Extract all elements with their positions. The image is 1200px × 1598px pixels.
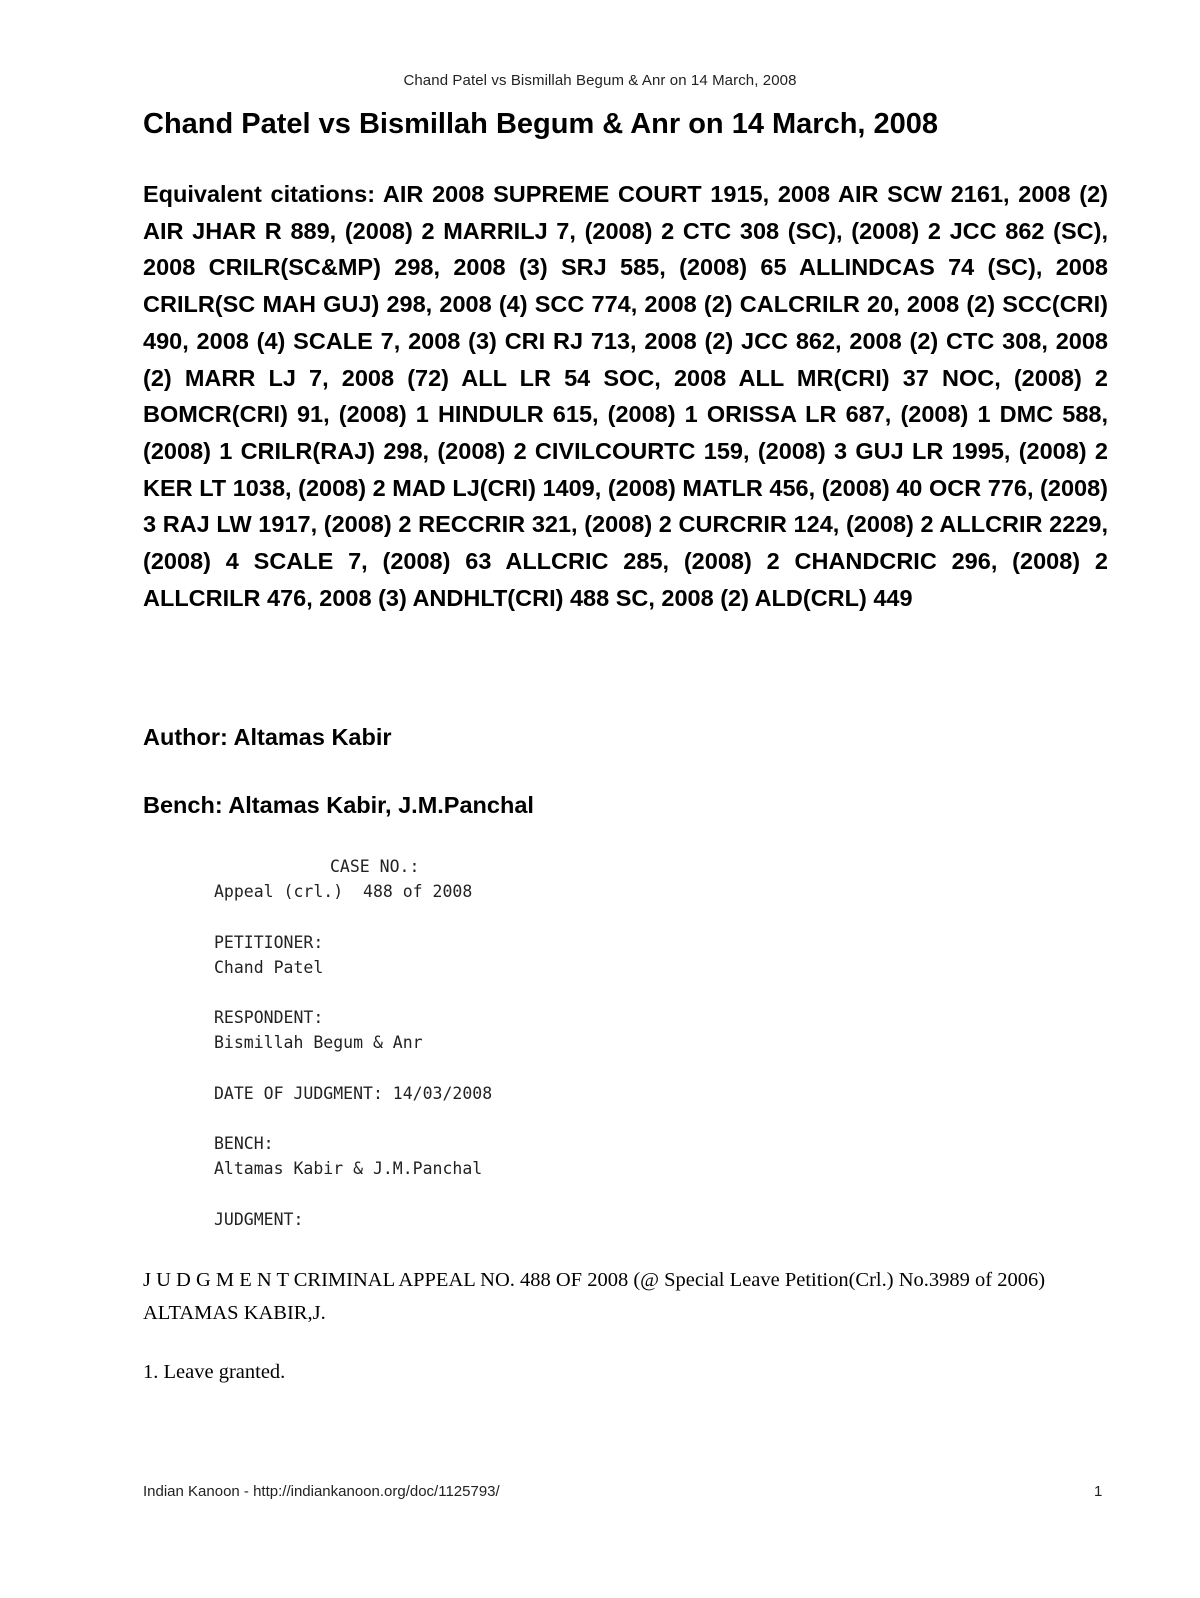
case-no-label: CASE NO.: <box>330 857 420 876</box>
spacer <box>214 1106 492 1131</box>
page-number: 1 <box>1094 1483 1103 1500</box>
running-header: Chand Patel vs Bismillah Begum & Anr on 14 March, 2008 <box>403 72 797 89</box>
judgment-label: JUDGMENT: <box>214 1209 304 1229</box>
petitioner-value: Chand Patel <box>214 957 324 977</box>
petitioner-label: PETITIONER: <box>214 932 324 952</box>
case-no-value: Appeal (crl.) 488 of 2008 <box>214 882 473 902</box>
bench-label: BENCH: <box>214 1134 274 1154</box>
judgment-intro-paragraph: J U D G M E N T CRIMINAL APPEAL NO. 488 OF 2008 (@ Special Leave Petition(Crl.) No.3989 of 2006) ALTAMAS KABIR,J. <box>143 1269 1046 1324</box>
paragraph-1: 1. Leave granted. <box>143 1361 286 1383</box>
document-title: Chand Patel vs Bismillah Begum & Anr on 14 March, 2008 <box>143 108 939 140</box>
respondent-value: Bismillah Begum & Anr <box>214 1033 423 1053</box>
bench-value: Altamas Kabir & J.M.Panchal <box>214 1159 483 1179</box>
author-line: Author: Altamas Kabir <box>143 724 392 750</box>
spacer <box>214 980 492 1005</box>
date-of-judgment: DATE OF JUDGMENT: 14/03/2008 <box>214 1083 493 1103</box>
respondent-label: RESPONDENT: <box>214 1008 324 1028</box>
spacer <box>214 1181 492 1206</box>
equivalent-citations: Equivalent citations: AIR 2008 SUPREME COURT 1915, 2008 AIR SCW 2161, 2008 (2) AIR JHAR R 889, (2008) 2 MARRILJ 7, (2008) 2 CTC 308 (SC), (2008) 2 JCC 862 (SC), 2008 CRILR(SC&MP) 298, 2008 (3) SRJ 585, (2008) 65 ALLINDCAS 74 (SC), 2008 CRILR(SC MAH GUJ) 298, 2008 (4) SCC 774, 2008 (2) CALCRILR 20, 2008 (2) SCC(CRI) 490, 2008 (4) SCALE 7, 2008 (3) CRI RJ 713, 2008 (2) JCC 862, 2008 (2) CTC 308, 2008 (2) MARR LJ 7, 2008 (72) ALL LR 54 SOC, 2008 ALL MR(CRI) 37 NOC, (2008) 2 BOMCR(CRI) 91, (2008) 1 HINDULR 615, (2008) 1 ORISSA LR 687, (2008) 1 DMC 588, (2008) 1 CRILR(RAJ) 298, (2008) 2 CIVILCOURTC 159, (2008) 3 GUJ LR 1995, (2008) 2 KER LT 1038, (2008) 2 MAD LJ(CRI) 1409, (2008) MATLR 456, (2008) 40 OCR 776, (2008) 3 RAJ LW 1917, (2008) 2 RECCRIR 321, (2008) 2 CURCRIR 124, (2008) 2 ALLCRIR 2229, (2008) 4 SCALE 7, (2008) 63 ALLCRIC 285, (2008) 2 CHANDCRIC 296, (2008) 2 ALLCRILR 476, 2008 (3) ANDHLT(CRI) 488 SC, 2008 (2) ALD(CRL) 449 <box>143 181 1108 611</box>
spacer <box>214 904 492 929</box>
spacer <box>214 1056 492 1081</box>
footer-source-link[interactable]: Indian Kanoon - http://indiankanoon.org/doc/1125793/ <box>143 1483 500 1500</box>
bench-line: Bench: Altamas Kabir, J.M.Panchal <box>143 792 534 818</box>
case-info-block <box>214 854 492 1232</box>
